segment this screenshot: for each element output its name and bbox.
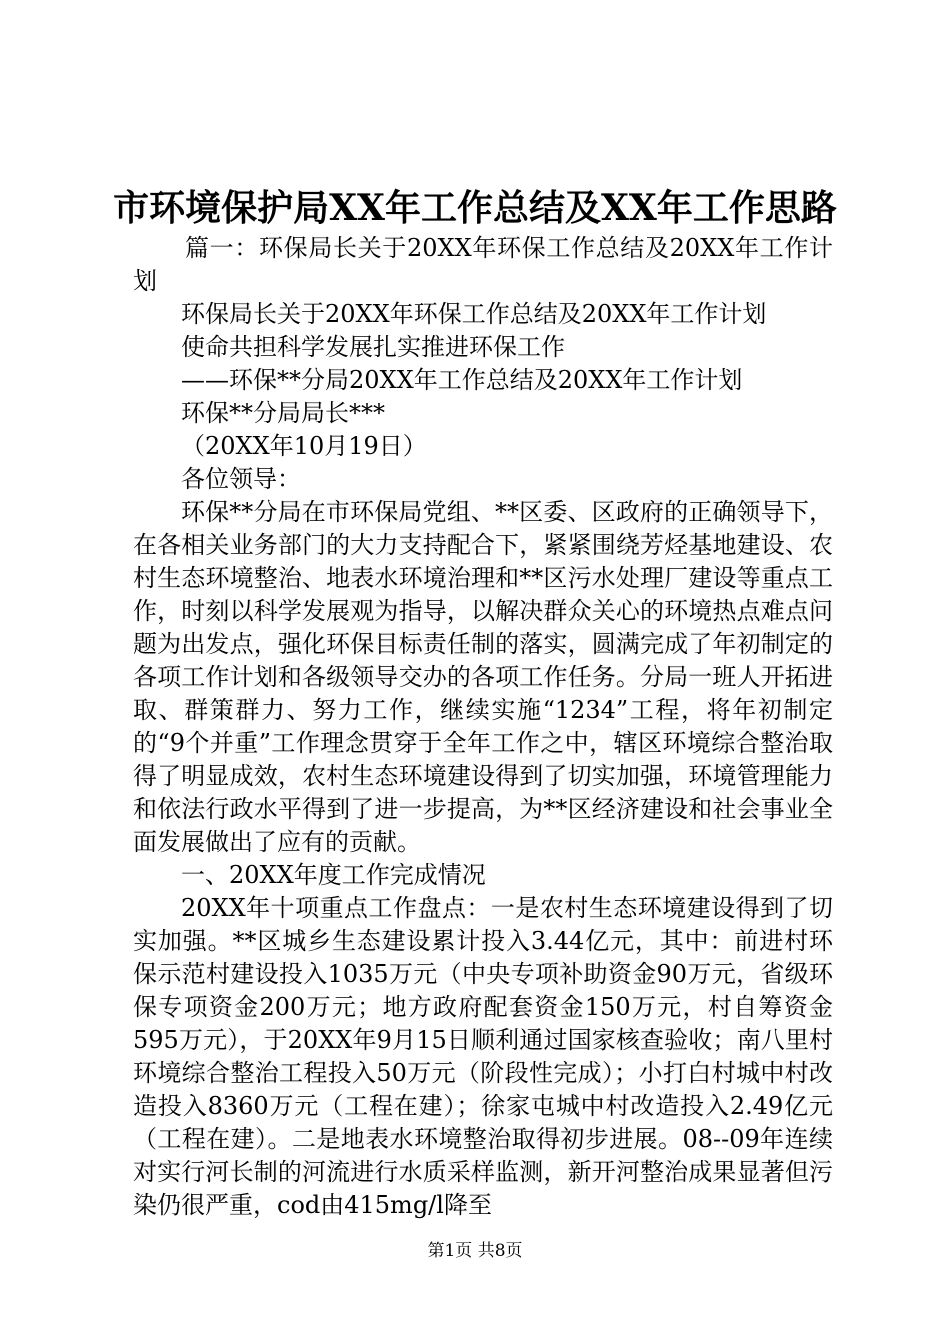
document-title: 市环境保护局XX年工作总结及XX年工作思路 — [113, 187, 837, 229]
paragraph-theme: 使命共担科学发展扎实推进环保工作 — [181, 333, 565, 361]
paragraph-author: 环保**分局局长*** — [181, 399, 385, 427]
document-body — [133, 232, 833, 1222]
paragraph-report-name: ——环保**分局20XX年工作总结及20XX年工作计划 — [181, 366, 743, 394]
paragraph-heading: 环保局长关于20XX年环保工作总结及20XX年工作计划 — [181, 300, 767, 328]
paragraph-date: （20XX年10月19日） — [181, 432, 427, 460]
paragraph-salutation: 各位领导： — [181, 465, 301, 493]
paragraph-section-heading: 一、20XX年度工作完成情况 — [181, 861, 486, 889]
paragraph-intro: 环保**分局在市环保局党组、**区委、区政府的正确领导下，在各相关业务部门的大力支持配合下，紧紧围绕芳烃基地建设、农村生态环境整治、地表水环境治理和**区污水处理厂建设等重点工作，时刻以科学发展观为指导，以解决群众关心的环境热点难点问题为出发点，强化环保目标责任制的落实，圆满完成了年初制定的各项工作计划和各级领导交办的各项工作任务。分局一班人开拓进取、群策群力、努力工作，继续实施“1234”工程，将年初制定的“9个并重”工作理念贯穿于全年工作之中，辖区环境综合整治取得了明显成效，农村生态环境建设得到了切实加强，环境管理能力和依法行政水平得到了进一步提高，为**区经济建设和社会事业全面发展做出了应有的贡献。 — [133, 498, 833, 856]
paragraph-key-work: 20XX年十项重点工作盘点：一是农村生态环境建设得到了切实加强。**区城乡生态建设累计投入3.44亿元，其中：前进村环保示范村建设投入1035万元（中央专项补助资金90万元，省级环保专项资金200万元；地方政府配套资金150万元，村自筹资金595万元），于20XX年9月15日顺利通过国家核查验收；南八里村环境综合整治工程投入50万元（阶段性完成）；小打白村城中村改造投入8360万元（工程在建）；徐家屯城中村改造投入2.49亿元（工程在建）。二是地表水环境整治取得初步进展。08--09年连续对实行河长制的河流进行水质采样监测，新开河整治成果显著但污染仍很严重，cod由415mg/l降至 — [133, 894, 833, 1219]
page-footer: 第1页 共8页 — [427, 1241, 523, 1261]
paragraph-subtitle: 篇一：环保局长关于20XX年环保工作总结及20XX年工作计划 — [133, 234, 833, 295]
